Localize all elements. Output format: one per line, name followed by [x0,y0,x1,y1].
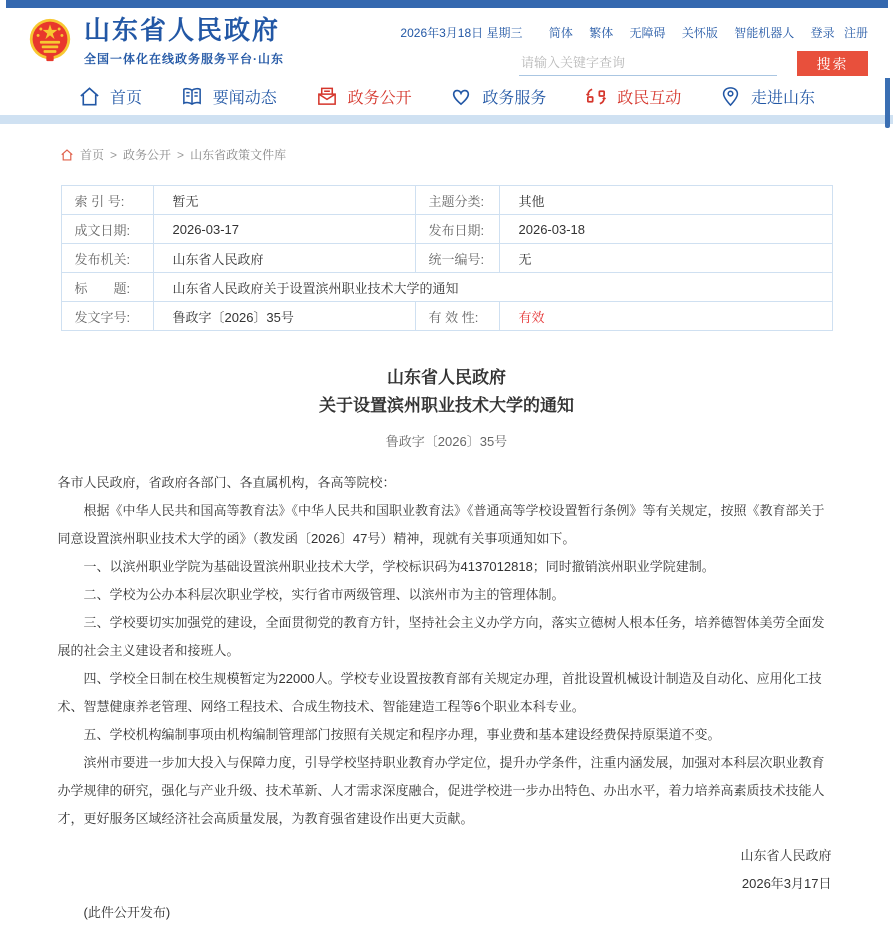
table-row [61,302,832,331]
link-simplified[interactable]: 简体 [548,26,573,40]
breadcrumb-separator: > [110,147,118,162]
meta-label-written-date: 成文日期: [61,215,153,244]
document-title-line1: 山东省人民政府 [387,368,506,387]
meta-value-category: 其他 [499,186,832,215]
current-date: 2026年3月18日 星期三 [400,26,523,40]
document-title-line2: 关于设置滨州职业技术大学的通知 [319,396,574,415]
meta-label-issuer: 发布机关: [61,244,153,273]
meta-value-title: 山东省人民政府关于设置滨州职业技术大学的通知 [153,273,832,302]
map-pin-icon [719,85,742,108]
meta-label-doc-number: 发文字号: [61,302,153,331]
service-heart-icon [449,85,473,108]
paragraph-closing: 滨州市要进一步加大投入与保障力度，引导学校坚持职业教育办学定位，提升办学条件，注重内涵发展，加强对本科层次职业教育办学规律的研究，强化与产业升级、技术革新、人才需求深度融合，促进学校进一步办出特色、办出水平，着力培养高素质技术技能人才，更好服务区域经济社会高质量发展，为教育强省建设作出更大贡献。 [57,755,825,826]
nav-label: 政务服务 [482,90,547,107]
top-accent-bar [6,0,888,8]
breadcrumb-home[interactable]: 首页 [80,148,105,162]
site-logo[interactable] [28,13,284,67]
signature-block [58,842,836,898]
home-icon [78,85,101,108]
link-login[interactable]: 登录 [810,26,835,40]
nav-label: 走进山东 [750,90,815,107]
document-meta-table [61,185,833,331]
meta-value-index: 暂无 [153,186,415,215]
table-row [61,186,832,215]
nav-item-interaction[interactable] [584,85,681,108]
news-book-icon [180,85,204,108]
breadcrumb-policy-library: 山东省政策文件库 [190,148,287,162]
interaction-arrows-icon [584,85,608,108]
nav-label: 政民互动 [617,90,682,107]
meta-label-unified-number: 统一编号: [415,244,499,273]
paragraph-item-1: 一、以滨州职业学院为基础设置滨州职业技术大学，学校标识码为4137012818；同时撤销滨州职业学院建制。 [83,559,715,574]
nav-separator-band [0,115,893,124]
meta-value-issuer: 山东省人民政府 [153,244,415,273]
breadcrumb [60,146,893,163]
breadcrumb-separator: > [177,147,185,162]
paragraph-item-2: 二、学校为公办本科层次职业学校，实行省市两级管理、以滨州市为主的管理体制。 [83,587,565,602]
meta-value-unified-number: 无 [499,244,832,273]
nav-item-open-gov[interactable] [315,85,412,108]
open-gov-envelope-icon [315,85,339,108]
nav-item-home[interactable] [78,85,142,108]
meta-value-doc-number: 鲁政字〔2026〕35号 [153,302,415,331]
signature-issuer: 山东省人民政府 [740,848,832,863]
breadcrumb-open-gov[interactable]: 政务公开 [123,148,172,162]
paragraph-item-5: 五、学校机构编制事项由机构编制管理部门按照有关规定和程序办理，事业费和基本建设经费保持原渠道不变。 [83,727,721,742]
nav-item-about-shandong[interactable] [719,85,815,108]
meta-label-category: 主题分类: [415,186,499,215]
link-register[interactable]: 注册 [843,26,868,40]
paragraph-item-4: 四、学校全日制在校生规模暂定为22000人。学校专业设置按教育部有关规定办理，首批设置机械设计制造及自动化、应用化工技术、智慧健康养老管理、网络工程技术、合成生物技术、智能建造工程等6个职业本科专业。 [57,671,822,714]
breadcrumb-home-icon [60,148,74,162]
paragraph-item-3: 三、学校要切实加强党的建设，全面贯彻党的教育方针，坚持社会主义办学方向，落实立德树人根本任务，培养德智体美劳全面发展的社会主义建设者和接班人。 [57,615,825,658]
nav-item-news[interactable] [180,85,277,108]
document-content [58,364,836,927]
paragraph-basis: 根据《中华人民共和国高等教育法》《中华人民共和国职业教育法》《普通高等学校设置暂行条例》等有关规定，按照《教育部关于同意设置滨州职业技术大学的函》（教发函〔2026〕47号）精神，现就有关事项通知如下。 [57,503,825,546]
site-subtitle: 全国一体化在线政务服务平台·山东 [84,52,284,66]
nav-label: 要闻动态 [212,90,277,107]
public-release-note: (此件公开发布) [83,905,171,920]
site-header [0,8,893,78]
meta-label-validity: 有 效 性: [415,302,499,331]
nav-item-services[interactable] [449,85,546,108]
nav-label: 首页 [110,90,143,107]
meta-label-index: 索 引 号: [61,186,153,215]
signature-date: 2026年3月17日 [741,876,832,891]
table-row [61,244,832,273]
paragraph-salutation: 各市人民政府，省政府各部门、各直属机构，各高等院校： [57,475,396,490]
document-title [58,364,836,420]
nav-label: 政务公开 [347,90,412,107]
meta-value-publish-date: 2026-03-18 [499,215,832,244]
meta-value-validity: 有效 [499,302,832,331]
document-body [58,469,836,833]
table-row [61,215,832,244]
link-traditional[interactable]: 繁体 [589,26,614,40]
link-care-version[interactable]: 关怀版 [681,26,718,40]
meta-label-publish-date: 发布日期: [415,215,499,244]
document-number: 鲁政字〔2026〕35号 [385,434,508,449]
table-row [61,273,832,302]
main-nav [0,78,893,115]
meta-label-title: 标 题: [61,273,153,302]
meta-value-written-date: 2026-03-17 [153,215,415,244]
national-emblem-icon [28,17,72,63]
link-robot[interactable]: 智能机器人 [734,26,795,40]
search-input[interactable] [519,52,777,76]
site-title: 山东省人民政府 [84,15,281,45]
link-accessibility[interactable]: 无障碍 [629,26,666,40]
search-button[interactable]: 搜索 [797,51,868,76]
